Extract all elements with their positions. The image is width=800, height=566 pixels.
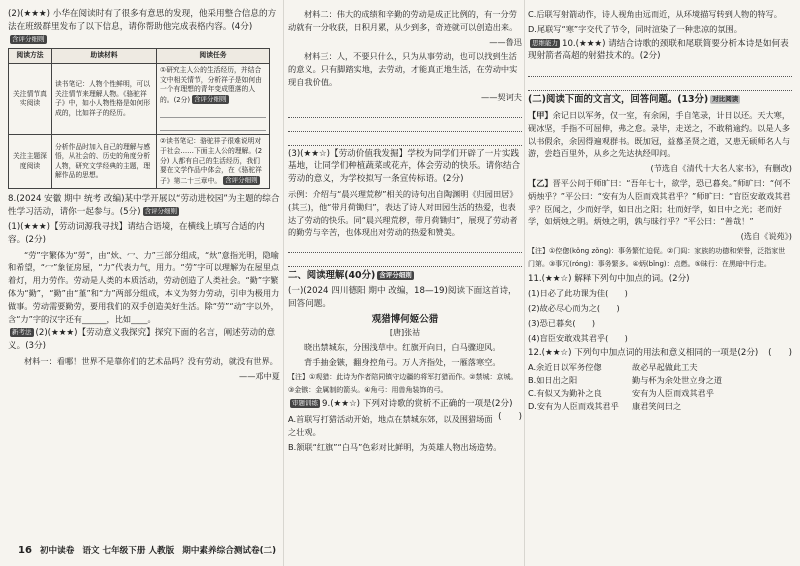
- footer-label: 初中读卷: [39, 546, 75, 556]
- exam-skill-tag: 审题训练: [292, 399, 318, 408]
- table-cell: 关注情节真实阅读: [9, 63, 52, 134]
- material-3: 材料三：人，不要只什么，只为从事劳动，也可以找到生活的意义。只有脚踏实地，去劳动，才能真正地生活，在劳动中实现自我价值。: [288, 51, 518, 87]
- new-method-tag: 新考法: [12, 328, 32, 337]
- q11-item: (4)盲臣安敢戏其君乎( ): [528, 332, 628, 343]
- q3-prompt: (3)(★★☆)【劳动价值我发掘】学校为同学们开辟了一片实践基地，让同学们种植蔬菜或花卉，体会劳动的快乐。请你结合劳动的意义，为学校拟写一条宣传标语。(2分): [288, 148, 521, 185]
- q9-option-c: C.后联写射箭动作，诗人视角由远而近，从环境描写转到人物的特写。: [528, 9, 782, 19]
- column-right: [528, 8, 792, 413]
- reading-table: [8, 48, 270, 189]
- poem-line: 背手抽金镞，翻身控角弓。万人齐指处，一雁落寒空。: [304, 356, 501, 367]
- answer-line[interactable]: [288, 106, 522, 118]
- compare-tag: 对比阅读: [712, 95, 739, 104]
- answer-line[interactable]: [528, 79, 792, 91]
- thinking-tag: 思维能力: [532, 38, 558, 47]
- footer-label: 语文 七年级下册 人教版: [82, 546, 175, 556]
- q11-item: (3)恐已暮矣( ): [528, 317, 596, 328]
- q12-prompt: 12.(★★☆) 下列句中加点词的用法和意义相同的一项是(2分) ( ): [528, 347, 792, 358]
- q9-option-a: A.首联写打猎活动开始，地点在禁城东郊，以及围猎场面之壮观。: [288, 414, 493, 437]
- material-1-source: ——邓中夏: [239, 370, 280, 381]
- poem-author: [唐]张祜: [389, 328, 421, 338]
- passage-jia-source: (节选自《清代十大名人家书》，有删改): [650, 163, 792, 174]
- table-cell: ②读书笔记：骆驼祥子很难说明对于社会……下面主人公的理解。(2分) 人都有自己的生活经历，我们要在文学作品中体会，在《骆驼祥子》第二十三章中。 含评分细则: [157, 135, 270, 189]
- column-middle: [288, 8, 522, 456]
- grading-tag: 含评分细则: [379, 271, 412, 280]
- table-cell: ①研究主人公的生活经历，并结合文中相关情节，分析祥子是如何由一个有理想的青年变成堕落的人的。(2分) 含评分细则: [157, 63, 270, 134]
- table-cell: 读书笔记：人物个性鲜明，可以关注情节来理解人物。《骆驼祥子》中，如小人物性格是如何形成的，比如祥子的经历。: [52, 63, 157, 134]
- page-number: 16: [18, 544, 32, 556]
- q11-item: (2)故必尽心而为之( ): [528, 303, 620, 314]
- column-left: [8, 8, 280, 384]
- column-divider: [524, 0, 525, 566]
- table-header: 阅读任务: [157, 49, 270, 64]
- column-divider: [283, 0, 284, 566]
- q8-passage: “劳”字繁体为“勞”，由“炏、冖、力”三部分组成，“炏”意指光明，隐喻和希望，“冖”象征房屋，“力”代表力气，用力。“劳”字可以理解为在屋里点着灯，用力劳作。劳动是人类的本质活动，劳动创造了人类社会。“勤”字繁体为“勤”，“勤”由“堇”和“力”两部分组成，本义为努力劳动，引申为极用力做事。劳动需要勤劳，要用我们的双手创造美好生活。除“劳”“动”字以外，含“力”字的汉字还有______，比如____。: [8, 249, 280, 324]
- table-cell: 关注主题深度阅读: [9, 135, 52, 189]
- q9-prompt: 审题训练 9.(★★☆) 下列对诗歌的赏析不正确的一项是(2分) ( ): [292, 399, 522, 423]
- answer-line[interactable]: [288, 241, 522, 253]
- answer-line[interactable]: [288, 255, 522, 267]
- passage-yi: 【乙】晋平公问于师旷曰：“吾年七十，欲学，恐已暮矣。”师旷曰：“何不炳烛乎？”平公曰：“安有为人臣而戏其君乎？”师旷曰：“盲臣安敢戏其君乎？臣闻之，少而好学，如日出之阳；壮而好学，如日中之光；老而好学，如炳烛之明。炳烛之明，孰与昧行乎？”平公曰：“善哉！”: [528, 177, 791, 227]
- q12-option: B.如日出之阳 勤与杯为余处世立身之道: [528, 375, 723, 386]
- material-2-source: ——鲁迅: [489, 36, 522, 47]
- q8-1-prompt: (1)(★★★)【劳动词源我寻找】请结合语境，在横线上填写合适的内容。(2分): [8, 221, 265, 245]
- q8-2-prompt: 新考法 (2)(★★★)【劳动意义我探究】探究下面的名言，阐述劳动的意义。(3分): [8, 328, 276, 352]
- answer-line[interactable]: [288, 134, 522, 146]
- q11-item: (1)日必了此功课为佳( ): [528, 288, 628, 299]
- poem-line: 晓出禁城东，分围浅草中。红旗开向日，白马骤迎风。: [304, 342, 501, 353]
- q12-option: C.有似又为勤补之良 安有为人臣而戏其君乎: [528, 387, 714, 398]
- q10-prompt: 思维能力 10.(★★★) 请结合诗歌的颈联和尾联简要分析本诗是如何表现射箭者高超的射猎技术的。(2分): [528, 38, 789, 62]
- section-title: 二、阅读理解(40分) 含评分细则: [288, 270, 412, 282]
- answer-line[interactable]: [288, 120, 522, 132]
- grading-tag: 含评分细则: [144, 207, 177, 216]
- q9-option-d: D.尾联写“寒”字交代了节令，同时渲染了一种悲凉的氛围。: [528, 23, 742, 34]
- material-1: 材料一：看哪！世界不是靠你们的艺术品吗？没有劳动，就没有世界。: [24, 355, 278, 366]
- footer-label: 期中素养综合测试卷(二): [182, 546, 277, 556]
- table-header: 阅读方法: [9, 49, 52, 64]
- q2-prompt: (2)(★★★) 小华在阅读时有了很多有意思的发现，他采用整合信息的方法在班级群里发布了以下信息，请你帮助他完成表格内容。(4分)含评分细则: [8, 9, 277, 43]
- q12-option: A.余近日以军务倥偬 故必早起做此工夫: [528, 362, 698, 373]
- answer-line[interactable]: [528, 65, 792, 77]
- poem-title: 观猎博何姬公猎: [371, 313, 439, 325]
- table-row: [9, 135, 270, 189]
- q8-prompt: 8.(2024 安徽 期中 统考 改编)某中学开展以“劳动进校园”为主题的综合性学习活动，请你一起参与。(5分) 含评分细则: [8, 194, 280, 218]
- section-intro: (一)(2024 四川德阳 期中 改编，18—19)阅读下面这首诗，回答问题。: [288, 285, 517, 309]
- material-2: 材料二：伟大的成绩和辛勤的劳动是成正比例的，有一分劳动就有一分收获，日积月累，从少到多，奇迹就可以创造出来。: [288, 9, 518, 32]
- table-header: 助读材料: [52, 49, 157, 64]
- q9-option-b: B.颔联“红旗”“白马”色彩对比鲜明，为英雄人物出场造势。: [288, 441, 502, 452]
- q3-example: 示例：介绍与“晨兴理荒秽”相关的诗句出自陶渊明《归园田居》(其三)，他“带月荷锄归”，表达了诗人对田园生活的热爱，也表达了劳动的快乐。同“晨兴理荒秽，带月荷锄归”，展现了劳动者的勤劳与辛苦，也体现出对劳动的热爱和赞美。: [288, 188, 518, 238]
- passage-yi-source: (选自《说苑》): [740, 231, 792, 242]
- passage-note: 【注】①倥偬(kǒng zǒng)：事务繁忙迫促。②门闾：家族的功德和荣誉，泛指家世门第。③事冗(róng)：事务繁多。④炳(bǐng)：点燃。⑤昧行：在黑暗中行走。: [528, 246, 786, 268]
- grading-tag: 含评分细则: [194, 94, 227, 103]
- table-row: [9, 63, 270, 134]
- table-cell: 分析作品时加入自己的理解与感悟，从社会的、历史的角度分析人物，研究文学经典的主题，理解作品的思想。: [52, 135, 157, 189]
- q12-option: D.安有为人臣而戏其君乎 康君笑问曰之: [528, 400, 682, 411]
- q11-prompt: 11.(★★☆) 解释下列句中加点的词。(2分): [528, 273, 690, 284]
- grading-tag: 含评分细则: [12, 34, 45, 43]
- page-footer: [18, 544, 276, 556]
- poem-note: 【注】①观猎：此诗为作者陪同镇守边疆的将军打猎而作。②禁城：京城。③金镞：金属制的箭头。④角弓：用兽角装饰的弓。: [288, 372, 518, 394]
- passage-jia: 【甲】余记日以军务，仅一室，有余闲，手自笔录，计日以还。天大寒，砚冰坚，手指不可屈伸，弗之怠。录毕，走送之，不敢稍逾约。以是人多以书假余，余因得遍观群书。既加冠，益慕圣贤之道，又患无硕师名人与游，尝趋百里外，从乡之先达执经叩问。: [528, 109, 791, 159]
- section-title: (二)阅读下面的文言文，回答问题。(13分) 对比阅读: [528, 94, 739, 106]
- grading-tag: 含评分细则: [225, 175, 258, 184]
- material-3-source: ——契诃夫: [481, 91, 522, 102]
